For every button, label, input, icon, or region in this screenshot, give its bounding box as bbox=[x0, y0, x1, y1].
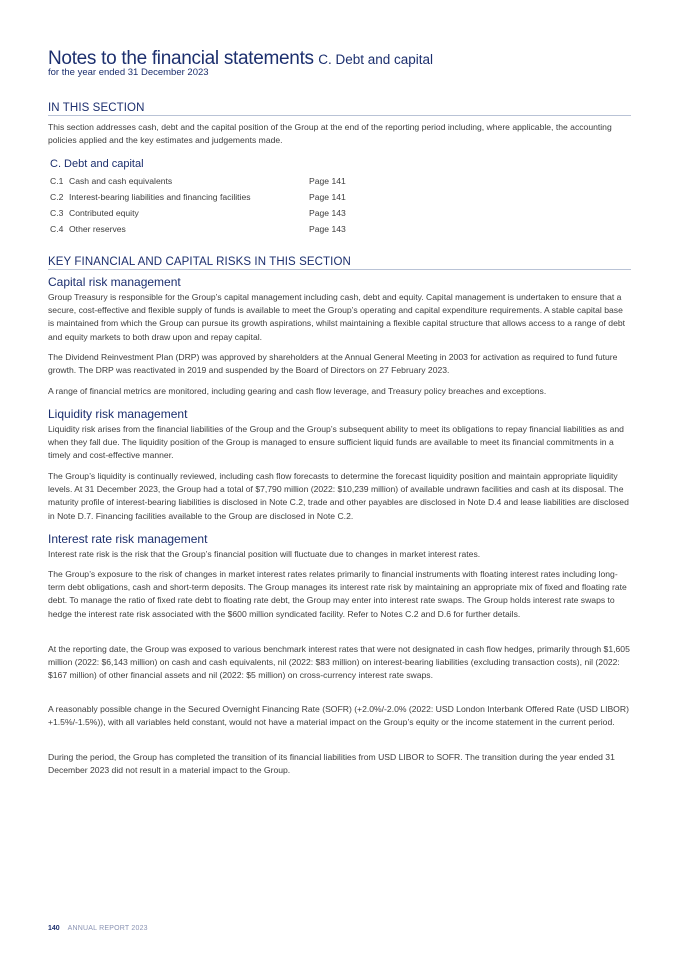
liquidity-risk-heading: Liquidity risk management bbox=[48, 407, 188, 421]
toc-code: C.3 bbox=[50, 208, 64, 218]
capital-paragraph-2: The Dividend Reinvestment Plan (DRP) was approved by shareholders at the Annual General Meeting in 2003 for activation as required to fund future growth. The DRP was reactivated in 2019 and suspended by the Board of Directors on 27 February 2023. bbox=[48, 352, 618, 376]
toc-page: Page 141 bbox=[309, 192, 346, 202]
toc-code: C.2 bbox=[50, 192, 64, 202]
toc-label: Interest-bearing liabilities and financing facilities bbox=[69, 192, 251, 202]
interest-paragraph-1: Interest rate risk is the risk that the Group’s financial position will fluctuate due to changes in market interest rates. bbox=[48, 549, 481, 559]
toc-page: Page 143 bbox=[309, 208, 346, 218]
toc-page: Page 143 bbox=[309, 224, 346, 234]
capital-paragraph-1: Group Treasury is responsible for the Group’s capital management including cash, debt and equity. Capital management is undertaken to ensure that a secure, cost-effective and flexible supply of funds is available to meet the Group’s operating and capital expenditure requirements. A stable capital base is maintained from which the Group can pursue its growth aspirations, whilst maintaining a flexible capital structure that allows access to a range of debt and equity markets to both draw upon and repay capital. bbox=[48, 292, 626, 342]
key-risks-heading: KEY FINANCIAL AND CAPITAL RISKS IN THIS SECTION bbox=[48, 256, 631, 270]
liquidity-paragraph-1: Liquidity risk arises from the financial liabilities of the Group and the Group’s subsequent ability to meet its obligations to repay financial liabilities as and when they fall due. The liquidity position of the Group is managed to ensure sufficient liquid funds are available to meet its financial commitments in a timely and cost-effective manner. bbox=[48, 424, 624, 461]
toc-label: Cash and cash equivalents bbox=[69, 176, 173, 186]
report-label: ANNUAL REPORT 2023 bbox=[67, 925, 148, 932]
toc-item-c4[interactable] bbox=[50, 222, 350, 236]
toc-page: Page 141 bbox=[309, 176, 346, 186]
toc-code: C.4 bbox=[50, 224, 64, 234]
section-intro: This section addresses cash, debt and the capital position of the Group at the end of the reporting period including, where applicable, the accounting policies applied and the key estimates and judgements made. bbox=[48, 122, 612, 146]
in-this-section-heading: IN THIS SECTION bbox=[48, 102, 631, 116]
page-footer bbox=[48, 925, 148, 932]
interest-paragraph-5: During the period, the Group has completed the transition of its financial liabilities from USD LIBOR to SOFR. The transition during the year ended 31 December 2023 did not result in a material impact to the Group. bbox=[48, 752, 615, 776]
interest-risk-heading: Interest rate risk management bbox=[48, 532, 208, 546]
interest-paragraph-4: A reasonably possible change in the Secured Overnight Financing Rate (SOFR) (+2.0%/-2.0% (2022: USD London Interbank Offered Rate (USD LIBOR) +1.5%/-1.5%)), with all variables held constant, would not have a material impact on the Group’s equity or the income statement in the current period. bbox=[48, 704, 629, 728]
capital-paragraph-3: A range of financial metrics are monitored, including gearing and cash flow leverage, and Treasury policy breaches and exceptions. bbox=[48, 386, 547, 396]
toc-label: Other reserves bbox=[69, 224, 126, 234]
toc-item-c3[interactable] bbox=[50, 206, 350, 220]
toc-title: C. Debt and capital bbox=[50, 158, 144, 170]
capital-risk-heading: Capital risk management bbox=[48, 275, 181, 289]
interest-paragraph-2: The Group’s exposure to the risk of changes in market interest rates relates primarily to financial instruments with floating interest rates including long-term debt obligations, cash and short-term deposits. The Group manages its interest rate risk by maintaining an appropriate mix of fixed and floating rate debt. To manage the ratio of fixed rate debt to floating rate debt, the Group may enter into interest rate swaps. The Group holds interest rate swaps to hedge the interest rate risk associated with the $600 million syndicated facility. Refer to Notes C.2 and D.6 for further details. bbox=[48, 569, 627, 619]
title-section: C. Debt and capital bbox=[318, 52, 434, 67]
liquidity-paragraph-2: The Group’s liquidity is continually reviewed, including cash flow forecasts to determine the forecast liquidity position and maintain appropriate liquidity levels. At 31 December 2023, the Group had a total of $7,790 million (2022: $10,239 million) of available undrawn facilities and cash at its disposal. The maturity profile of interest-bearing liabilities is disclosed in Note C.2, trade and other payables are disclosed in Note D.4 and lease liabilities are disclosed in Note D.7. Financing facilities available to the Group are disclosed in Note C.2. bbox=[48, 471, 629, 521]
toc-code: C.1 bbox=[50, 176, 64, 186]
toc-item-c1[interactable] bbox=[50, 174, 350, 188]
page-number: 140 bbox=[48, 925, 60, 932]
title-main: Notes to the financial statements bbox=[48, 48, 314, 69]
toc-label: Contributed equity bbox=[69, 208, 139, 218]
reporting-period: for the year ended 31 December 2023 bbox=[48, 67, 209, 78]
interest-paragraph-3: At the reporting date, the Group was exposed to various benchmark interest rates that were not designated in cash flow hedges, primarily through $1,605 million (2022: $6,143 million) on cash and cash equivalents, nil (2022: $83 million) on interest-bearing liabilities (excluding transaction costs), nil (2022: $167 million) of other financial assets and nil (2022: $5 million) on cross-currency interest rate swaps. bbox=[48, 644, 630, 681]
toc-item-c2[interactable] bbox=[50, 190, 350, 204]
